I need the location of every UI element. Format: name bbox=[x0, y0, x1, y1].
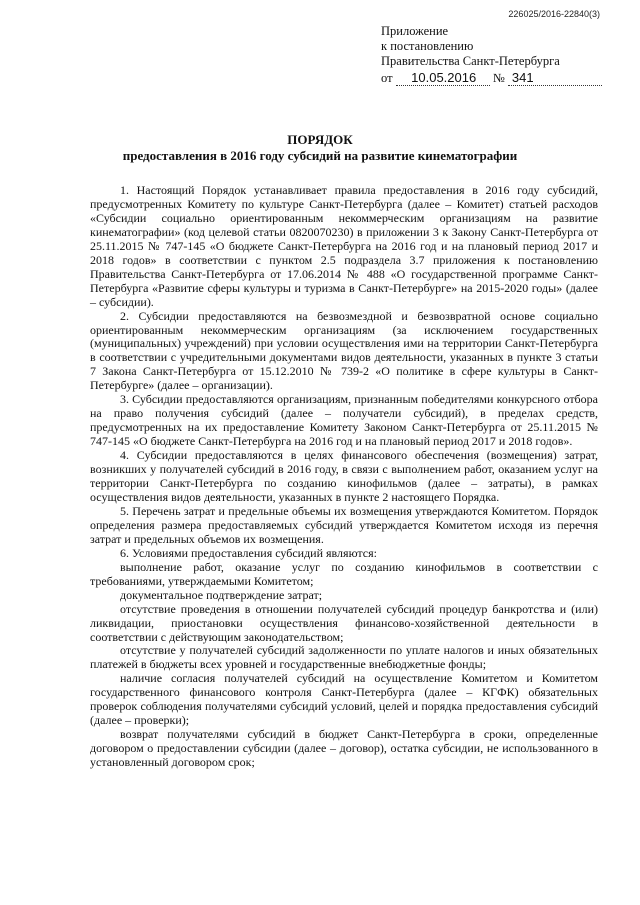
paragraph-5: 5. Перечень затрат и предельные объемы их возмещения утверждаются Комитетом. Порядок определения размера предоставляемых субсидий утверждается Комитетом исходя из перечня затрат и предельных объемов их возмещения. bbox=[90, 503, 598, 546]
title-line-2: предоставления в 2016 году субсидий на развитие кинематографии bbox=[122, 148, 518, 163]
paragraph-1: 1. Настоящий Порядок устанавливает правила предоставления в 2016 году субсидий, предусмотренных Комитету по культуре Санкт-Петербурга (далее – Комитет) статьей расходов «Субсидии социально ориентированным некоммерческим организациям на развитие кинематографии» (код целевой статьи 0820070230) в приложении 3 к Закону Санкт-Петербурга от 25.11.2015 № 747-145 «О бюджете Санкт-Петербурга на 2016 год и на плановый период 2017 и 2018 годов» в соответствии с пунктом 2.5 подраздела 3.7 приложения к постановлению Правительства Санкт-Петербурга от 17.06.2014 № 488 «О государственной программе Санкт-Петербурга «Развитие сферы культуры и туризма в Санкт-Петербурге» на 2015-2020 годы» (далее – субсидии). bbox=[90, 183, 598, 309]
registration-date: 10.05.2016 bbox=[396, 70, 490, 86]
condition-item: документальное подтверждение затрат; bbox=[120, 587, 323, 602]
condition-item: возврат получателями субсидий в бюджет Санкт-Петербурга в сроки, определенные договором о предоставлении субсидии (далее – договор), остатка субсидии, не использованного в установленный договором срок; bbox=[90, 727, 598, 770]
document-title bbox=[0, 132, 640, 164]
document-id: 226025/2016-22840(3) bbox=[508, 9, 600, 19]
paragraph-2: 2. Субсидии предоставляются на безвозмездной и безвозвратной основе социально ориентированным некоммерческим организациям (за исключением государственных (муниципальных) учреждений) при условии осуществления ими на территории Санкт-Петербурга в соответствии с учредительными документами видов деятельности, указанных в пункте 3 статьи 7 Закона Санкт-Петербурга от 15.12.2010 № 739-2 «О политике в сфере культуры в Санкт-Петербурге» (далее – организации). bbox=[90, 308, 598, 393]
document-body bbox=[90, 184, 598, 770]
appendix-line-2: к постановлению bbox=[381, 39, 474, 53]
paragraph-4: 4. Субсидии предоставляются в целях финансового обеспечения (возмещения) затрат, возникших у получателей субсидий в 2016 году, в связи с выполнением работ, оказанием услуг на территории Санкт-Петербурга по созданию кинофильмов (далее – затраты), в рамках осуществления видов деятельности, указанных в пункте 2 настоящего Порядка. bbox=[90, 448, 598, 504]
title-line-1: ПОРЯДОК bbox=[287, 132, 353, 147]
condition-item: наличие согласия получателей субсидий на осуществление Комитетом и Комитетом государственного финансового контроля Санкт-Петербурга (далее – КГФК) обязательных проверок соблюдения получателями субсидий условий, целей и порядка предоставления субсидий (далее – проверки); bbox=[90, 671, 598, 728]
registration-line bbox=[381, 70, 602, 86]
condition-item: отсутствие у получателей субсидий задолженности по уплате налогов и иных обязательных платежей в бюджеты всех уровней и государственные внебюджетные фонды; bbox=[90, 643, 598, 672]
condition-item: отсутствие проведения в отношении получателей субсидий процедур банкротства и (или) ликвидации, приостановки осуществления финансово-хозяйственной деятельности в соответствии с действующим законодательством; bbox=[90, 601, 598, 644]
appendix-line-3: Правительства Санкт-Петербурга bbox=[381, 54, 560, 68]
paragraph-6: 6. Условиями предоставления субсидий являются: bbox=[120, 545, 377, 560]
appendix-line-1: Приложение bbox=[381, 24, 449, 38]
appendix-block bbox=[381, 24, 602, 86]
number-label: № bbox=[492, 71, 505, 85]
from-label: от bbox=[381, 71, 393, 85]
condition-item: выполнение работ, оказание услуг по созданию кинофильмов в соответствии с требованиями, утверждаемыми Комитетом; bbox=[90, 559, 598, 588]
paragraph-3: 3. Субсидии предоставляются организациям, признанным победителями конкурсного отбора на право получения субсидий (далее – получатели субсидий), в пределах средств, предусмотренных на их предоставление Комитету Законом Санкт-Петербурга от 25.11.2015 № 747-145 «О бюджете Санкт-Петербурга на 2016 год и на плановый период 2017 и 2018 годов». bbox=[90, 392, 598, 449]
registration-number: 341 bbox=[508, 70, 602, 86]
